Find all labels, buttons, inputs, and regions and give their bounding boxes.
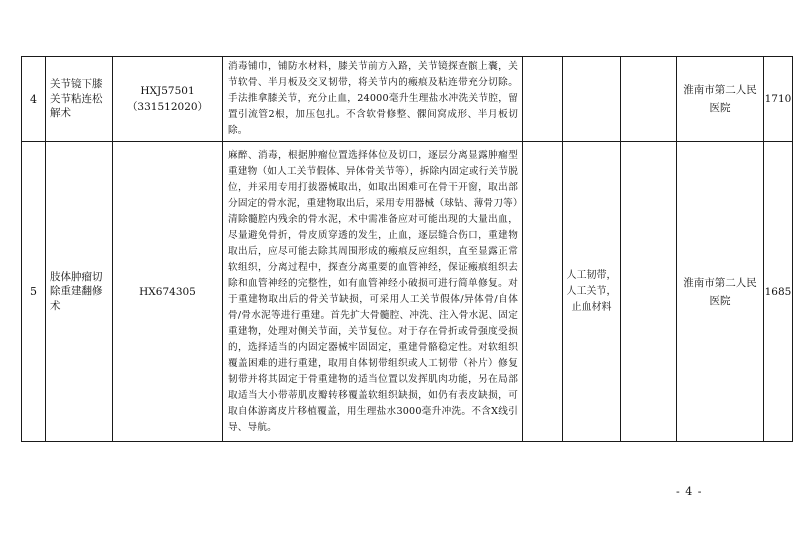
project-code [113,142,223,442]
excluded-materials [563,57,621,142]
project-content: 消毒铺巾，铺防水材料，膝关节前方入路，关节镜探查髌上囊，关节软骨、半月板及交叉韧带，将关节内的瘢痕及粘连带充分切除。手法推拿膝关节，充分止血，24000毫升生理盐水冲洗关节腔，留置引流管2根，加压包扎。不含软骨修整、髁间窝成形、半月板切除。 [223,57,523,142]
price: 1685 [764,142,793,442]
empty-cell [621,57,677,142]
project-code [113,57,223,142]
hospital-name: 淮南市第二人民医院 [677,142,764,442]
row-number: 4 [22,57,46,142]
row-number: 5 [22,142,46,442]
excluded-materials: 人工韧带，人工关节，止血材料 [563,142,621,442]
table-row [22,57,793,142]
project-name: 肢体肿瘤切除重建翻修术 [46,142,113,442]
project-name: 关节镜下膝关节粘连松解术 [46,57,113,142]
project-content: 麻醉、消毒，根据肿瘤位置选择体位及切口，逐层分离显露肿瘤型重建物（如人工关节假体、异体骨关节等），拆除内固定或行关节脱位，并采用专用打拔器械取出，如取出困难可在骨干开窗，取出部分固定的骨水泥，重建物取出后，采用专用器械（球钻、薄骨刀等）清除髓腔内残余的骨水泥，术中需准备应对可能出现的大量出血，尽量避免骨折，骨皮质穿透的发生，止血，逐层缝合伤口，重建物取出后，应尽可能去除其周围形成的瘢痕反应组织，直至显露正常软组织，分离过程中，探查分离重要的血管神经，保证瘢痕组织去除和血管神经的完整性，如有血管神经小破损可进行简单修复。对于重建物取出后的骨关节缺损，可采用人工关节假体/异体骨/自体骨/骨水泥等进行重建。首先扩大骨髓腔、冲洗、注入骨水泥、固定重建物，处理对侧关节面，关节复位。对于存在骨折或骨强度受损的，选择适当的内固定器械牢固固定，重建骨骼稳定性。对软组织覆盖困难的进行重建，取用自体韧带组织或人工韧带（补片）修复韧带并将其固定于骨重建物的适当位置以发挥肌肉功能，另在局部取适当大小带蒂肌皮瓣转移覆盖软组织缺损，如仍有表皮缺损，可取自体游离皮片移植覆盖，用生理盐水3000毫升冲洗。不含X线引导、导航。 [223,142,523,442]
empty-cell [523,57,563,142]
code-primary: HXJ57501 [140,85,195,97]
code-secondary: （331512020） [126,101,209,113]
code-primary: HX674305 [139,285,196,298]
table-row [22,142,793,442]
hospital-name: 淮南市第二人民医院 [677,57,764,142]
page-number: - 4 - [676,485,703,498]
empty-cell [523,142,563,442]
price: 1710 [764,57,793,142]
empty-cell [621,142,677,442]
pricing-table [21,56,793,442]
